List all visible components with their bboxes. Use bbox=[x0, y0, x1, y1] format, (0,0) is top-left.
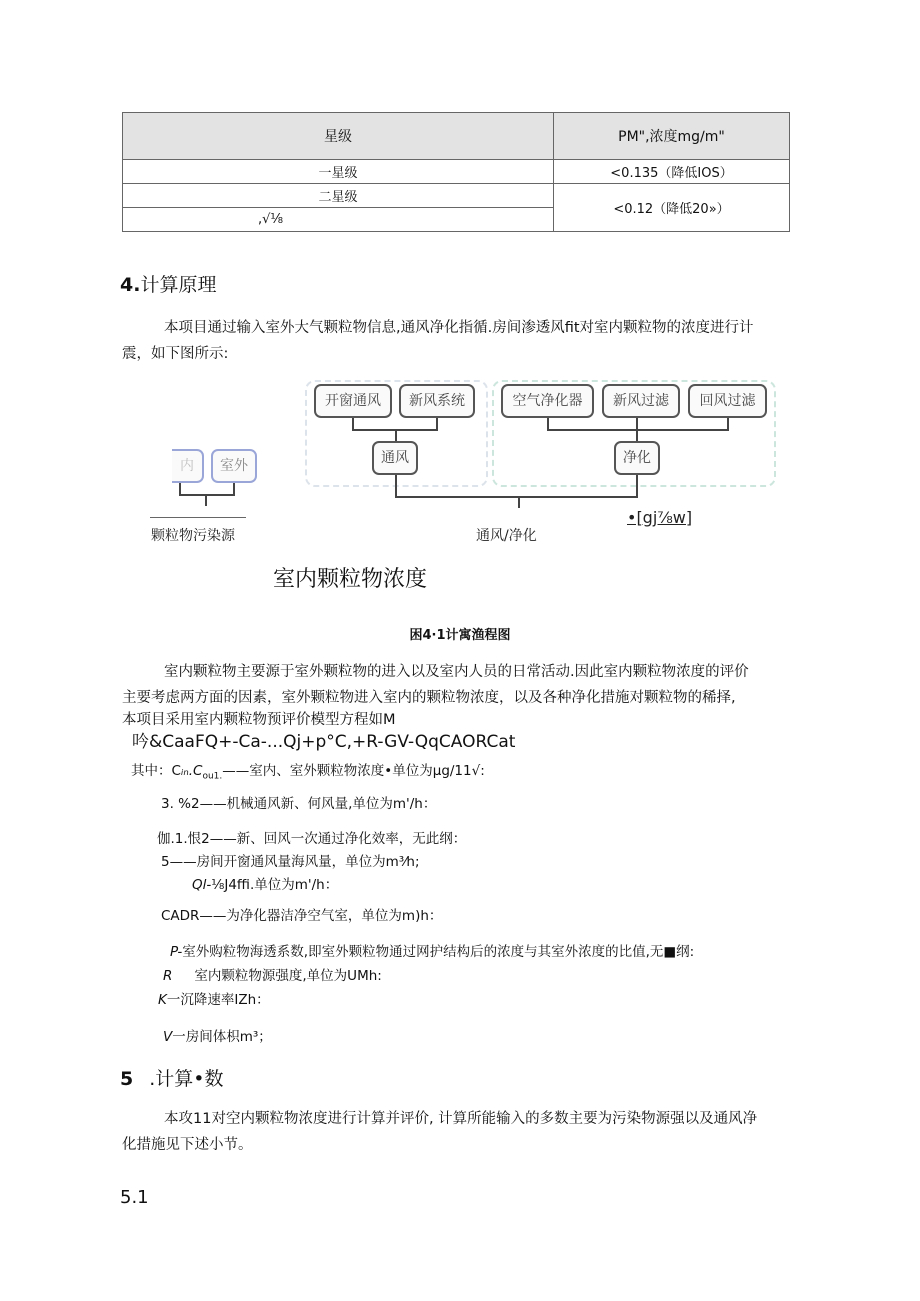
ventilation-purification-label: 通风/净化 bbox=[476, 528, 537, 544]
def-sym: V bbox=[163, 1029, 173, 1045]
section-4-intro bbox=[122, 315, 792, 341]
model-equation: 吟&CaaFQ+-Ca-...Qj+p°C,+R-GV-QqCAORCat bbox=[132, 732, 516, 752]
section-5-heading bbox=[120, 1064, 223, 1091]
box-purification: 净化 bbox=[614, 441, 660, 475]
connector bbox=[547, 429, 729, 431]
def-sub: ᵢₙ.C bbox=[180, 763, 203, 779]
definition-k bbox=[158, 988, 270, 1008]
definition-concentration bbox=[131, 759, 485, 782]
connector bbox=[636, 475, 638, 497]
def-text: ——室内、室外颗粒物浓度•单位为μg∕11√: bbox=[222, 763, 485, 779]
box-window-ventilation: 开窗通风 bbox=[314, 384, 392, 418]
def-sym: K bbox=[158, 992, 167, 1008]
box-fresh-air-filter: 新风过滤 bbox=[602, 384, 680, 418]
connector bbox=[395, 496, 638, 498]
subsection-5-1: 5.1 bbox=[120, 1187, 149, 1208]
source-box-outdoor bbox=[211, 449, 257, 483]
definition-ql bbox=[192, 873, 338, 893]
def-sym: Ql- bbox=[192, 877, 212, 893]
body-line-1: 室内颗粒物主要源于室外颗粒物的进入以及室内人员的日常活动.因此室内颗粒物浓度的评价 bbox=[164, 664, 749, 680]
definition-p bbox=[170, 940, 694, 960]
table-row bbox=[123, 184, 790, 208]
def-text: 一沉降速率IZh： bbox=[166, 992, 270, 1008]
divider-line bbox=[150, 517, 246, 518]
source-label: 颗粒物污染源 bbox=[151, 528, 235, 544]
box-air-purifier: 空气净化器 bbox=[501, 384, 594, 418]
infiltration-label: •[gj⅞w] bbox=[627, 508, 693, 527]
section-5-number: 5 bbox=[120, 1068, 134, 1090]
table-row bbox=[123, 160, 790, 184]
figure-caption: 困4·1计寓渔程图 bbox=[409, 628, 511, 643]
table-header-grade: 星级 bbox=[123, 113, 554, 160]
table-cell-grade: 二星级 bbox=[123, 184, 554, 208]
def-text: 室内颗粒物源强度,单位为UMh: bbox=[194, 968, 382, 984]
connector bbox=[636, 418, 638, 441]
connector bbox=[395, 475, 397, 497]
table-header-pm: PM",浓度mg∕m" bbox=[554, 113, 790, 160]
source-box-outdoor-label: 室外 bbox=[220, 458, 248, 474]
definition-cadr: CADR——为净化器洁净空气室，单位为m)h： bbox=[161, 908, 443, 924]
definition-mech-airflow: 3. %2——机械通风新、何风量,单位为m'/h： bbox=[161, 796, 437, 812]
def-text: 室外购粒物海透系数,即室外颗粒物通过网护结构后的浓度与其室外浓度的比值,无■纲: bbox=[182, 944, 695, 960]
connector bbox=[395, 429, 397, 441]
section-4-title: 计算原理 bbox=[140, 274, 217, 296]
section-4-number: 4. bbox=[120, 274, 141, 296]
table-cell-grade: ,√⅛ bbox=[123, 208, 554, 232]
section-4-intro-cont bbox=[122, 341, 792, 367]
definition-v bbox=[163, 1025, 272, 1045]
body-line-3: 本项目采用室内颗粒物预评价模型方程如M bbox=[122, 712, 396, 728]
star-grade-table bbox=[122, 112, 790, 232]
definition-efficiency: 伽.1.恨2——新、回风一次通过净化效率，无此纲： bbox=[157, 831, 467, 847]
definition-r bbox=[163, 964, 382, 984]
def-text: 一房间体枳m³； bbox=[172, 1029, 272, 1045]
definition-window-airflow: 5——房间开窗通风量海风量，单位为m³⁄h; bbox=[161, 854, 420, 870]
table-header-row bbox=[123, 113, 790, 160]
section-5-title: .计算•数 bbox=[149, 1068, 224, 1090]
indoor-concentration-label: 室内颗粒物浓度 bbox=[273, 567, 428, 592]
body-line-2: 主要考虑两方面的因素，室外颗粒物进入室内的颗粒物浓度，以及各种净化措施对颗粒物的稀择, bbox=[122, 690, 736, 706]
box-return-air-filter: 回风过滤 bbox=[688, 384, 767, 418]
source-box-indoor-label: 内 bbox=[180, 458, 194, 474]
def-sym: R bbox=[163, 968, 173, 984]
box-fresh-air-system: 新风系统 bbox=[399, 384, 475, 418]
section-5-line-2: 化措施见下述小节。 bbox=[122, 1137, 253, 1153]
box-ventilation: 通风 bbox=[372, 441, 418, 475]
connector bbox=[205, 494, 207, 506]
def-text: ⅛J4ffi.单位为m'/h： bbox=[211, 877, 339, 893]
table-cell-value: <0.12（降低20»） bbox=[554, 184, 790, 232]
connector bbox=[518, 496, 520, 508]
intro-line-1: 本项目通过输入室外大气颗粒物信息,通风净化指循.房间渗透风fit对室内颗粒物的浓度进行计 bbox=[164, 320, 754, 336]
intro-line-2: 震，如下图所示: bbox=[122, 346, 229, 362]
def-sym: 其中：C bbox=[131, 763, 181, 779]
section-4-heading bbox=[120, 270, 216, 297]
section-5-line-1: 本攻11对空内颗粒物浓度进行计算并评价, 计算所能输入的多数主要为污染物源强以及通风净 bbox=[164, 1111, 758, 1127]
connector bbox=[179, 494, 235, 496]
source-box-indoor bbox=[172, 449, 204, 483]
def-sub2: ou1. bbox=[202, 771, 223, 782]
def-sym: P- bbox=[170, 944, 183, 960]
table-cell-grade: 一星级 bbox=[123, 160, 554, 184]
table-cell-value: <0.135（降低IOS） bbox=[554, 160, 790, 184]
